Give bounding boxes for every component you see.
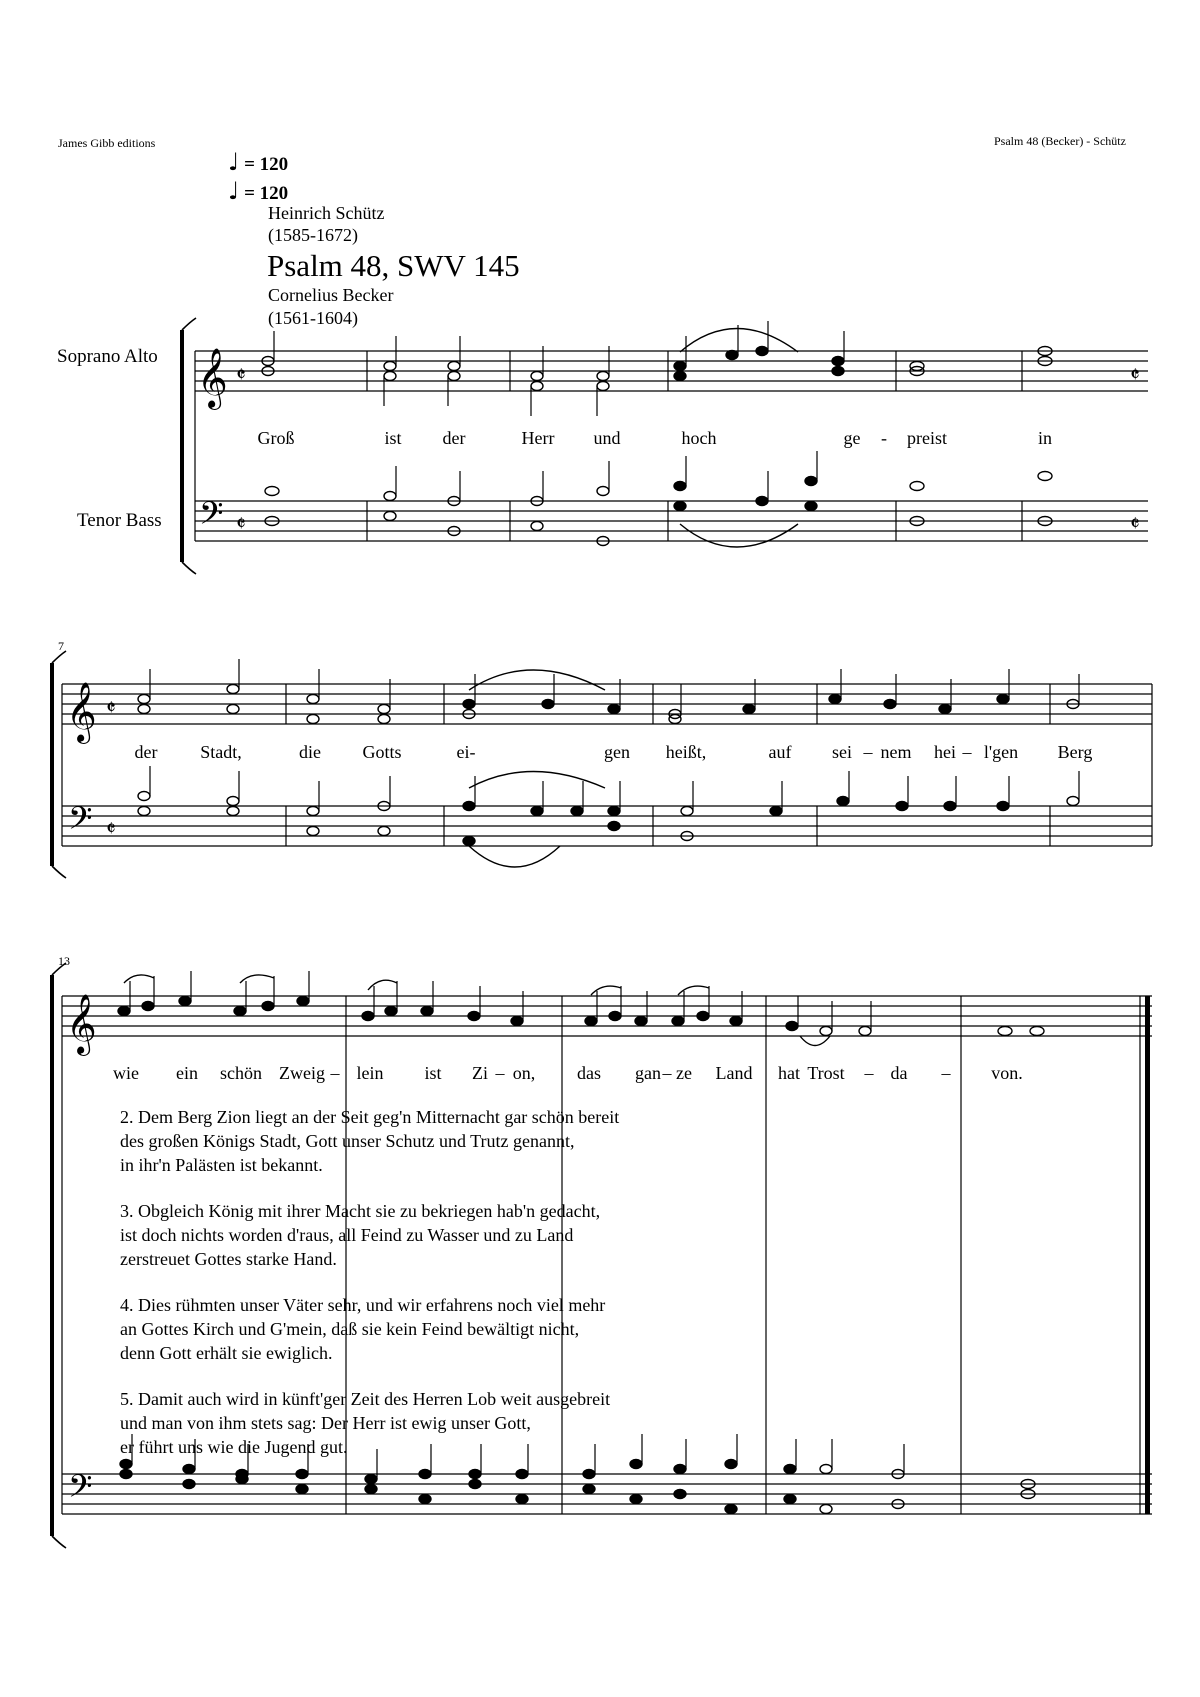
lyric: Berg	[1057, 742, 1093, 762]
lyric: gen	[604, 742, 630, 762]
quarter-note-icon: ♩	[228, 148, 240, 176]
lyric: in	[1037, 428, 1053, 448]
bass-clef-icon: 𝄢	[199, 495, 224, 539]
lyric: –	[662, 1063, 672, 1083]
lyric: preist	[907, 428, 947, 448]
cut-time-icon: 𝄵	[1130, 363, 1140, 388]
verse-line: denn Gott erhält sie ewiglich.	[120, 1343, 333, 1363]
verse-2	[120, 1105, 619, 1177]
lyric: die	[299, 742, 321, 762]
lyric: Trost	[807, 1063, 845, 1083]
measure-number: 7	[58, 639, 64, 653]
verse-line: 3. Obgleich König mit ihrer Macht sie zu bekriegen hab'n gedacht,	[120, 1201, 601, 1221]
lyric: l'gen	[983, 742, 1019, 762]
lyric: Stadt,	[200, 742, 242, 762]
staff-lower-2	[62, 806, 1152, 846]
verse-3	[120, 1199, 619, 1271]
tempo-value: = 120	[244, 154, 289, 175]
cut-time-icon: 𝄵	[106, 696, 116, 721]
lyric: ze	[676, 1063, 692, 1083]
lyric: ei-	[456, 742, 476, 762]
lyric: -	[881, 428, 887, 448]
lyric: nem	[880, 742, 912, 762]
bass-clef-icon: 𝄢	[68, 1468, 93, 1512]
lyric: ist	[424, 1063, 442, 1083]
lyric: ein	[176, 1063, 198, 1083]
lyric: Zweig	[279, 1063, 325, 1083]
lyric: ge	[843, 428, 861, 448]
cut-time-icon: 𝄵	[236, 363, 246, 388]
composer-dates: (1585-1672)	[268, 225, 358, 245]
cut-time-icon: 𝄵	[106, 817, 116, 842]
lyric: Land	[715, 1063, 753, 1083]
verse-line: an Gottes Kirch und G'mein, daß sie kein Feind bewältigt nicht,	[120, 1319, 580, 1339]
quarter-note-icon: ♩	[228, 177, 240, 205]
bass-clef-icon: 𝄢	[68, 800, 93, 844]
lyric: lein	[356, 1063, 384, 1083]
lyric: heißt,	[665, 742, 707, 762]
staff-upper-2	[62, 684, 1152, 724]
lyric: Gotts	[362, 742, 402, 762]
verse-line: er führt uns wie die Jugend gut.	[120, 1437, 348, 1457]
staff-upper-3	[62, 996, 1152, 1036]
lyric: von.	[991, 1063, 1023, 1083]
lyric: –	[863, 742, 873, 762]
lyric: Groß	[257, 428, 295, 448]
lyric: –	[941, 1063, 951, 1083]
verse-line: 4. Dies rühmten unser Väter sehr, und wir erfahrens noch viel mehr	[120, 1295, 606, 1315]
lyric: hei	[934, 742, 956, 762]
cut-time-icon: 𝄵	[236, 512, 246, 537]
lyric: der	[134, 742, 158, 762]
lyric: Herr	[521, 428, 555, 448]
verses-block	[120, 1105, 619, 1481]
verse-4	[120, 1293, 619, 1365]
lyric: ist	[384, 428, 402, 448]
verse-line: in ihr'n Palästen ist bekannt.	[120, 1155, 323, 1175]
lyric: on,	[512, 1063, 536, 1083]
lyric: –	[495, 1063, 505, 1083]
measure-number: 13	[58, 954, 70, 968]
verse-line: 2. Dem Berg Zion liegt an der Seit geg'n Mitternacht gar schön bereit	[120, 1107, 620, 1127]
cut-time-icon: 𝄵	[1130, 512, 1140, 537]
instrument-upper: Soprano Alto	[57, 346, 158, 367]
lyric: hat	[778, 1063, 800, 1083]
lyric: da	[890, 1063, 908, 1083]
poet-dates: (1561-1604)	[268, 308, 358, 328]
staff-lower-1	[195, 501, 1148, 541]
verse-line: und man von ihm stets sag: Der Herr ist ewig unser Gott,	[120, 1413, 531, 1433]
treble-clef-icon: 𝄞	[66, 682, 97, 742]
lyric: der	[442, 428, 466, 448]
composer-name: Heinrich Schütz	[268, 203, 385, 223]
lyric: –	[864, 1063, 874, 1083]
treble-clef-icon: 𝄞	[66, 994, 97, 1054]
lyric: und	[593, 428, 621, 448]
lyric: wie	[113, 1063, 139, 1083]
publisher-label: James Gibb editions	[58, 136, 156, 150]
lyric: sei	[832, 742, 852, 762]
page-title: Psalm 48, SWV 145	[267, 248, 520, 283]
lyric: schön	[220, 1063, 262, 1083]
verse-5	[120, 1387, 619, 1459]
lyric: das	[577, 1063, 601, 1083]
verse-line: 5. Damit auch wird in künft'ger Zeit des Herren Lob weit ausgebreit	[120, 1389, 611, 1409]
verse-line: zerstreuet Gottes starke Hand.	[120, 1249, 337, 1269]
treble-clef-icon: 𝄞	[197, 348, 228, 408]
tempo-value: = 120	[244, 183, 289, 204]
lyric: –	[962, 742, 972, 762]
staff-upper-1	[195, 351, 1148, 391]
poet-name: Cornelius Becker	[268, 285, 394, 305]
lyric: gan	[635, 1063, 661, 1083]
lyric: Zi	[472, 1063, 488, 1083]
verse-line: des großen Königs Stadt, Gott unser Schutz und Trutz genannt,	[120, 1131, 575, 1151]
instrument-lower: Tenor Bass	[77, 510, 162, 531]
lyric: hoch	[681, 428, 717, 448]
lyric: –	[330, 1063, 340, 1083]
running-title: Psalm 48 (Becker) - Schütz	[994, 134, 1126, 148]
lyric: auf	[768, 742, 792, 762]
verse-line: ist doch nichts worden d'raus, all Feind zu Wasser und zu Land	[120, 1225, 574, 1245]
